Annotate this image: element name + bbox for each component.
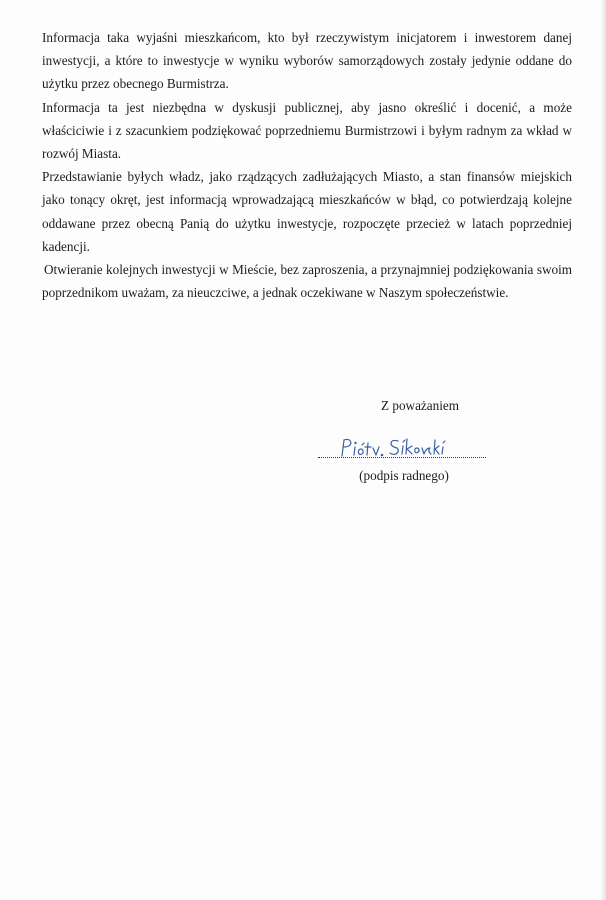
paragraph-4: Otwieranie kolejnych inwestycji w Mieście, bez zaproszenia, a przynajmniej podziękowania swoim poprzednikom uważam, za nieuczciwe, a jednak oczekiwane w Naszym społeczeństwie. bbox=[42, 262, 572, 301]
letter-body bbox=[42, 26, 572, 304]
closing-salutation: Z poważaniem bbox=[381, 398, 459, 413]
signature-caption: (podpis radnego) bbox=[359, 468, 449, 483]
page-edge bbox=[600, 0, 606, 900]
signature-area bbox=[318, 440, 486, 460]
paragraph-2: Informacja ta jest niezbędna w dyskusji publicznej, aby jasno określić i docenić, a może właściciwie i z szacunkiem podziękować poprzedniemu Burmistrzowi i byłym radnym za wkład w rozwój Miasta. bbox=[42, 99, 572, 162]
handwritten-signature bbox=[336, 434, 466, 460]
paragraph-3: Przedstawianie byłych władz, jako rządzących zadłużających Miasto, a stan finansów miejskich jako tonący okręt, jest informacją wprowadzającą mieszkańców w błąd, co potwierdzają kolejne oddawane przez obecną Panią do użytku inwestycje, rozpoczęte przecież w latach poprzedniej kadencji. bbox=[42, 169, 572, 254]
paragraph-1: Informacja taka wyjaśni mieszkańcom, kto był rzeczywistym inicjatorem i inwestorem danej inwestycji, a które to inwestycje w wyniku wyborów samorządowych zostały jedynie oddane do użytku przez obecnego Burmistrza. bbox=[42, 30, 572, 92]
